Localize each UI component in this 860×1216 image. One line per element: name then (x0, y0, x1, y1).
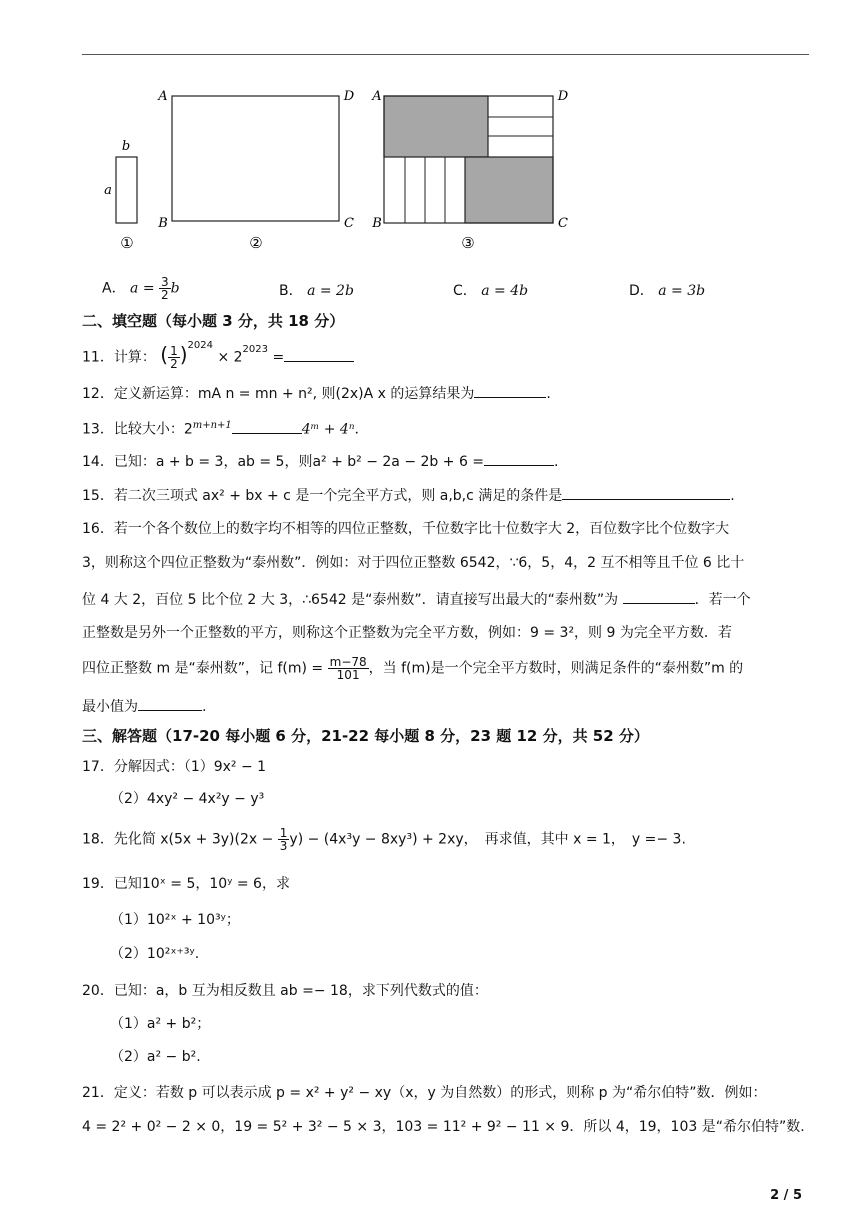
question-19-part-1: （1）10²ˣ + 10³ʸ； (110, 912, 240, 928)
question-16-line-4: 正整数是另外一个正整数的平方，则称这个正整数为完全平方数，例如：9 = 3²，则 9 为完全平方数．若 (82, 625, 732, 641)
choice-d: D． a = 3b (629, 283, 706, 299)
question-21-line-2: 4 = 2² + 0² − 2 × 0，19 = 5² + 3² − 5 × 3，103 = 11² + 9² − 11 × 9．所以 4，19，103 是“希尔伯特”数. (82, 1119, 805, 1135)
label-C: C (344, 216, 354, 231)
label-a: a (104, 183, 112, 198)
question-20: 20．已知：a，b 互为相反数且 ab =− 18，求下列代数式的值： (82, 983, 488, 999)
question-18: 18．先化简 x(5x + 3y)(2x − $\frac{1}{3}$ y) − (4x³y − 8xy³) + 2xy， 再求值，其中 x = 1， y =− 3. (82, 826, 686, 853)
rectangle-figure (100, 82, 580, 254)
large-rectangle (172, 96, 339, 221)
shaded-top-left (384, 96, 488, 157)
label-C-3: C (558, 216, 568, 231)
shaded-bottom-right (465, 157, 553, 223)
section-heading-solutions: 三、解答题（17-20 每小题 6 分，21-22 每小题 8 分，23 题 12 分，共 52 分） (82, 727, 649, 745)
label-B: B (158, 216, 168, 231)
question-17-part-1: 17．分解因式：（1）9x² − 1 (82, 759, 267, 775)
question-20-part-1: （1）a² + b²； (110, 1016, 211, 1032)
choice-a: A． a = $\frac{3}{2}$ b (102, 275, 180, 302)
label-D: D (343, 89, 355, 104)
question-16-line-1: 16．若一个各个数位上的数字均不相等的四位正整数，千位数字比十位数字大 2，百位数字比个位数字大 (82, 521, 730, 537)
question-17-part-2: （2）4xy² − 4x²y − y³ (110, 791, 265, 807)
question-16-line-6: 最小值为 . (82, 696, 206, 717)
caption-1: ① (120, 234, 134, 252)
caption-3: ③ (461, 234, 475, 252)
label-b: b (121, 139, 131, 154)
question-11: 11．计算： ( $\frac{1}{2}$ )$^{2024} \times 2^{2023}$ = (82, 344, 354, 370)
question-13: 13．比较大小：$2^{m+n+1}$ 4ᵐ + 4ⁿ. (82, 420, 359, 438)
choice-b: B． a = 2b (279, 283, 354, 299)
header-rule (82, 54, 809, 55)
label-A-3: A (372, 89, 382, 104)
question-15: 15．若二次三项式 ax² + bx + c 是一个完全平方式，则 a,b,c 满足的条件是 . (82, 485, 735, 506)
choice-c: C． a = 4b (453, 283, 529, 299)
question-16-line-2: 3，则称这个四位正整数为“泰州数”．例如：对于四位正整数 6542，∵6，5，4，2 互不相等且千位 6 比十 (82, 555, 745, 571)
label-A: A (158, 89, 168, 104)
caption-2: ② (249, 234, 263, 252)
question-12: 12．定义新运算：mA n = mn + n², 则(2x)A x 的运算结果为 . (82, 383, 551, 404)
label-B-3: B (372, 216, 382, 231)
label-D-3: D (557, 89, 569, 104)
section-heading-fill-in: 二、填空题（每小题 3 分，共 18 分） (82, 312, 345, 330)
small-rectangle (116, 157, 137, 223)
page-number: 2 / 5 (770, 1188, 802, 1203)
question-21-line-1: 21．定义：若数 p 可以表示成 p = x² + y² − xy（x，y 为自然数）的形式，则称 p 为“希尔伯特”数．例如： (82, 1085, 767, 1101)
question-19: 19．已知10ˣ = 5，10ʸ = 6，求 (82, 876, 290, 892)
question-20-part-2: （2）a² − b². (110, 1049, 201, 1065)
choice-row (0, 275, 860, 302)
question-14: 14．已知：a + b = 3，ab = 5，则a² + b² − 2a − 2b + 6 = . (82, 451, 559, 472)
question-16-line-3: 位 4 大 2，百位 5 比个位 2 大 3，∴6542 是“泰州数”．请直接写出最大的“泰州数”为 ．若一个 (82, 589, 751, 610)
fraction: $\frac{3}{2}$ (161, 275, 169, 302)
question-19-part-2: （2）10²ˣ⁺³ʸ. (110, 946, 200, 962)
question-16-line-5: 四位正整数 m 是“泰州数”，记 f(m) = $\frac{m-78}{101}$ ，当 f(m)是一个完全平方数时，则满足条件的“泰州数”m 的 (82, 655, 744, 682)
